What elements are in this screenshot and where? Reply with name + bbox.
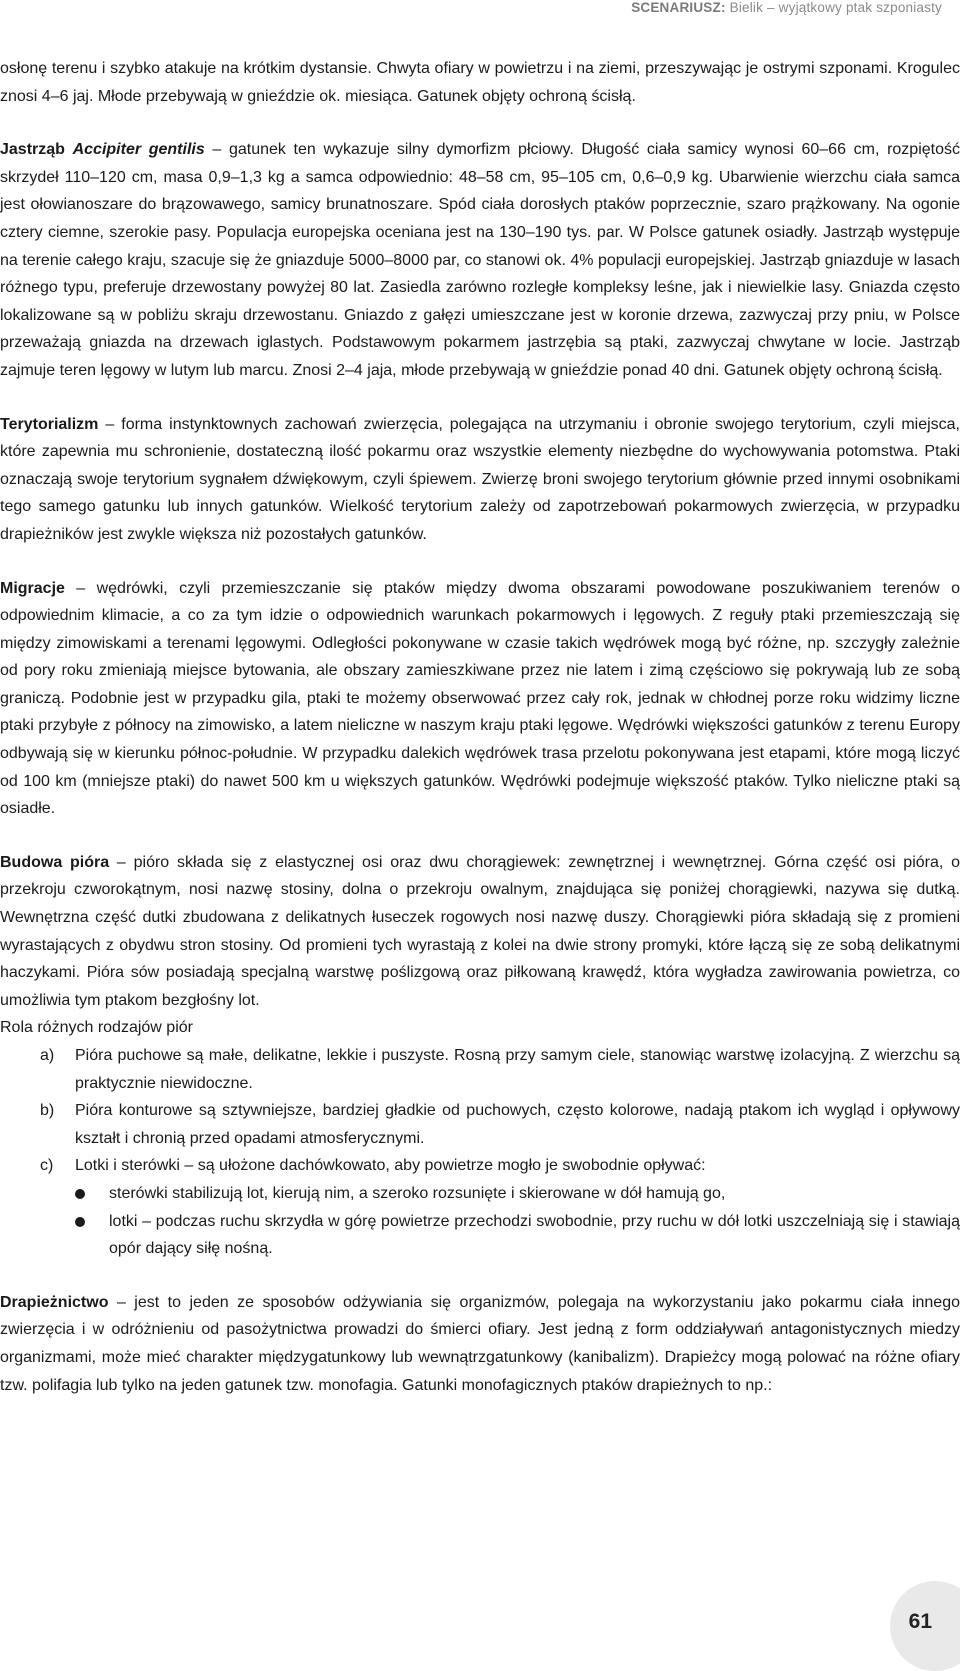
jastrzab-text: – gatunek ten wykazuje silny dymorfizm płciowy. Długość ciała samicy wynosi 60–66 cm, rozpiętość skrzydeł 110–120 cm, masa 0,9–1,3 kg a samca odpowiednio: 48–58 cm, 95–105 cm, 0,6–0,9 kg. Ubarwienie wierzchu ciała samca jest ołowianoszare do brązowawego, samicy brunatnoszare. Spód ciała dorosłych ptaków poprzecznie, szaro prążkowany. Na ogonie cztery ciemne, szerokie pasy. Populacja europejska oceniana jest na 130–190 tys. par. W Polsce gatunek osiadły. Jastrząb występuje na terenie całego kraju, szacuje się że gniazduje 5000–8000 par, co stanowi ok. 4% populacji europejskiej. Jastrząb gniazduje w lasach różnego typu, preferuje drzewostany powyżej 80 lat. Zasiedla zarówno rozległe kompleksy leśne, jak i niewielkie lasy. Gniazda często lokalizowane są w pobliżu skraju drzewostanu. Gniazdo z gałęzi umieszczane jest w koronie drzewa, zazwyczaj przy pniu, w Polsce przeważają gniazda na drzewach iglastych. Podstawowym pokarmem jastrzębia są ptaki, zazwyczaj chwytane w locie. Jastrząb zajmuje teren lęgowy w lutym lub marcu. Znosi 2–4 jaja, młode przebywają w gnieździe ponad 40 dni. Gatunek objęty ochroną ścisłą. bbox=[0, 141, 960, 379]
list-item bbox=[0, 1097, 960, 1152]
migracje-paragraph bbox=[0, 575, 960, 823]
migracje-text: – wędrówki, czyli przemieszczanie się ptaków między dwoma obszarami powodowane poszukiwaniem terenów o odpowiednim klimacie, a co za tym idzie o odpowiednich warunkach pokarmowych i lęgowych. Z reguły ptaki przemieszczają się między zimowiskami a terenami lęgowymi. Odległości pokonywane w czasie takich wędrówek mogą być różne, np. szczygły zależnie od pory roku zmieniają miejsce bytowania, ale obszary zamieszkiwane przez nie latem i zimą częściowo się pokrywają lub ze sobą graniczą. Podobnie jest w przypadku gila, ptaki te możemy obserwować przez cały rok, jednak w chłodnej porze roku widzimy liczne ptaki przybyłe z północy na zimowisko, a latem nieliczne w naszym kraju ptaki lęgowe. Wędrówki większości gatunków z terenu Europy odbywają się w kierunku północ-południe. W przypadku dalekich wędrówek trasa przelotu pokonywana jest etapami, które mogą liczyć od 100 km (mniejsze ptaki) do nawet 500 km u większych gatunków. Wędrówki podejmuje większość ptaków. Tylko nieliczne ptaki są osiadłe. bbox=[0, 579, 960, 818]
list-marker: c) bbox=[40, 1157, 54, 1175]
bullet-list bbox=[75, 1180, 960, 1263]
bullet-text: lotki – podczas ruchu skrzydła w górę powietrze przechodzi swobodnie, przy ruchu w dół lotki uszczelniają się i stawiają opór dający siłę nośną. bbox=[109, 1212, 960, 1258]
budowa-term: Budowa pióra bbox=[0, 853, 110, 871]
running-header bbox=[631, 0, 942, 20]
jastrzab-paragraph bbox=[0, 136, 960, 384]
migracje-term: Migracje bbox=[0, 579, 65, 597]
list-item bbox=[0, 1152, 960, 1262]
bullet-icon bbox=[75, 1189, 85, 1199]
list-item-text: Pióra konturowe są sztywniejsze, bardziej gładkie od puchowych, często kolorowe, nadają ptakom ich wygląd i opływowy kształt i chronią przed opadami atmosferycznymi. bbox=[75, 1102, 960, 1147]
list-marker: a) bbox=[40, 1047, 55, 1064]
page-number-badge bbox=[890, 1581, 960, 1671]
list-marker: b) bbox=[40, 1102, 55, 1120]
bullet-item bbox=[75, 1208, 960, 1263]
page-number: 61 bbox=[908, 1610, 932, 1633]
bullet-icon bbox=[75, 1217, 85, 1227]
budowa-text: – pióro składa się z elastycznej osi oraz dwu chorągiewek: zewnętrznej i wewnętrznej. Górna część osi pióra, o przekroju czworokątnym, nosi nazwę stosiny, dolna o przekroju owalnym, znajdująca się poniżej chorągiewki, nazywa się dutką. Wewnętrzna część dutki zbudowana z delikatnych łuseczek rogowych nosi nazwę duszy. Chorągiewki pióra składają się z promieni wyrastających z obydwu stron stosiny. Od promieni tych wyrastają z kolei na dwie strony promyki, które łączą się ze sobą delikatnymi haczykami. Pióra sów posiadają specjalną warstwę poślizgową oraz piłkowaną krawędź, która wygładza zawirowania powietrza, co umożliwia tym ptakom bezgłośny lot. bbox=[0, 853, 960, 1009]
jastrzab-term: Jastrząb bbox=[0, 141, 65, 159]
header-label: SCENARIUSZ: bbox=[631, 0, 726, 15]
list-item-text: Pióra puchowe są małe, delikatne, lekkie i puszyste. Rosną przy samym ciele, stanowiąc warstwę izolacyjną. Z wierzchu są praktycznie niewidoczne. bbox=[75, 1047, 960, 1092]
bullet-text: sterówki stabilizują lot, kierują nim, a szeroko rozsunięte i skierowane w dół hamują go, bbox=[109, 1184, 726, 1202]
roles-list bbox=[0, 1042, 960, 1263]
list-item-text: Lotki i sterówki – są ułożone dachówkowato, aby powietrze mogło je swobodnie opływać: bbox=[75, 1157, 706, 1175]
budowa-section bbox=[0, 849, 960, 1263]
list-item bbox=[0, 1042, 960, 1097]
page-body bbox=[0, 55, 960, 1425]
drapieznictwo-term: Drapieżnictwo bbox=[0, 1293, 109, 1311]
terytorializm-paragraph bbox=[0, 411, 960, 549]
jastrzab-latin: Accipiter gentilis bbox=[72, 141, 205, 159]
drapieznictwo-paragraph bbox=[0, 1289, 960, 1399]
intro-paragraph: osłonę terenu i szybko atakuje na krótkim dystansie. Chwyta ofiary w powietrzu i na ziemi, przeszywając je ostrymi szponami. Krogulec znosi 4–6 jaj. Młode przebywają w gnieździe ok. miesiąca. Gatunek objęty ochroną ścisłą. bbox=[0, 60, 960, 105]
terytorializm-text: – forma instynktownych zachowań zwierzęcia, polegająca na utrzymaniu i obronie swojego terytorium, czyli miejsca, które zapewnia mu schronienie, dostateczną ilość pokarmu oraz wszystkie elementy niezbędne do wychowywania potomstwa. Ptaki oznaczają swoje terytorium sygnałem dźwiękowym, czyli śpiewem. Zwierzę broni swojego terytorium głównie przed innymi osobnikami tego samego gatunku lub innych gatunków. Wielkość terytorium zależy od zapotrzebowań pokarmowych zwierzęcia, w przypadku drapieżników jest zwykle większa niż pozostałych gatunków. bbox=[0, 415, 960, 543]
header-title: Bielik – wyjątkowy ptak szponiasty bbox=[729, 0, 942, 15]
budowa-paragraph bbox=[0, 849, 960, 1015]
roles-heading: Rola różnych rodzajów piór bbox=[0, 1019, 193, 1037]
drapieznictwo-text: – jest to jeden ze sposobów odżywiania się organizmów, polegaja na wykorzystaniu jako pokarmu ciała innego zwierzęcia i w odróżnieniu od pasożytnictwa prowadzi do śmierci ofiary. Jest jedną z form oddziaływań antagonistycznych miedzy organizmami, może mieć charakter międzygatunkowy lub wewnątrzgatunkowy (kanibalizm). Drapieżcy mogą polować na różne ofiary tzw. polifagia lub tylko na jeden gatunek tzw. monofagia. Gatunki monofagicznych ptaków drapieżnych to np.: bbox=[0, 1293, 960, 1394]
terytorializm-term: Terytorializm bbox=[0, 415, 99, 433]
bullet-item bbox=[75, 1180, 960, 1208]
